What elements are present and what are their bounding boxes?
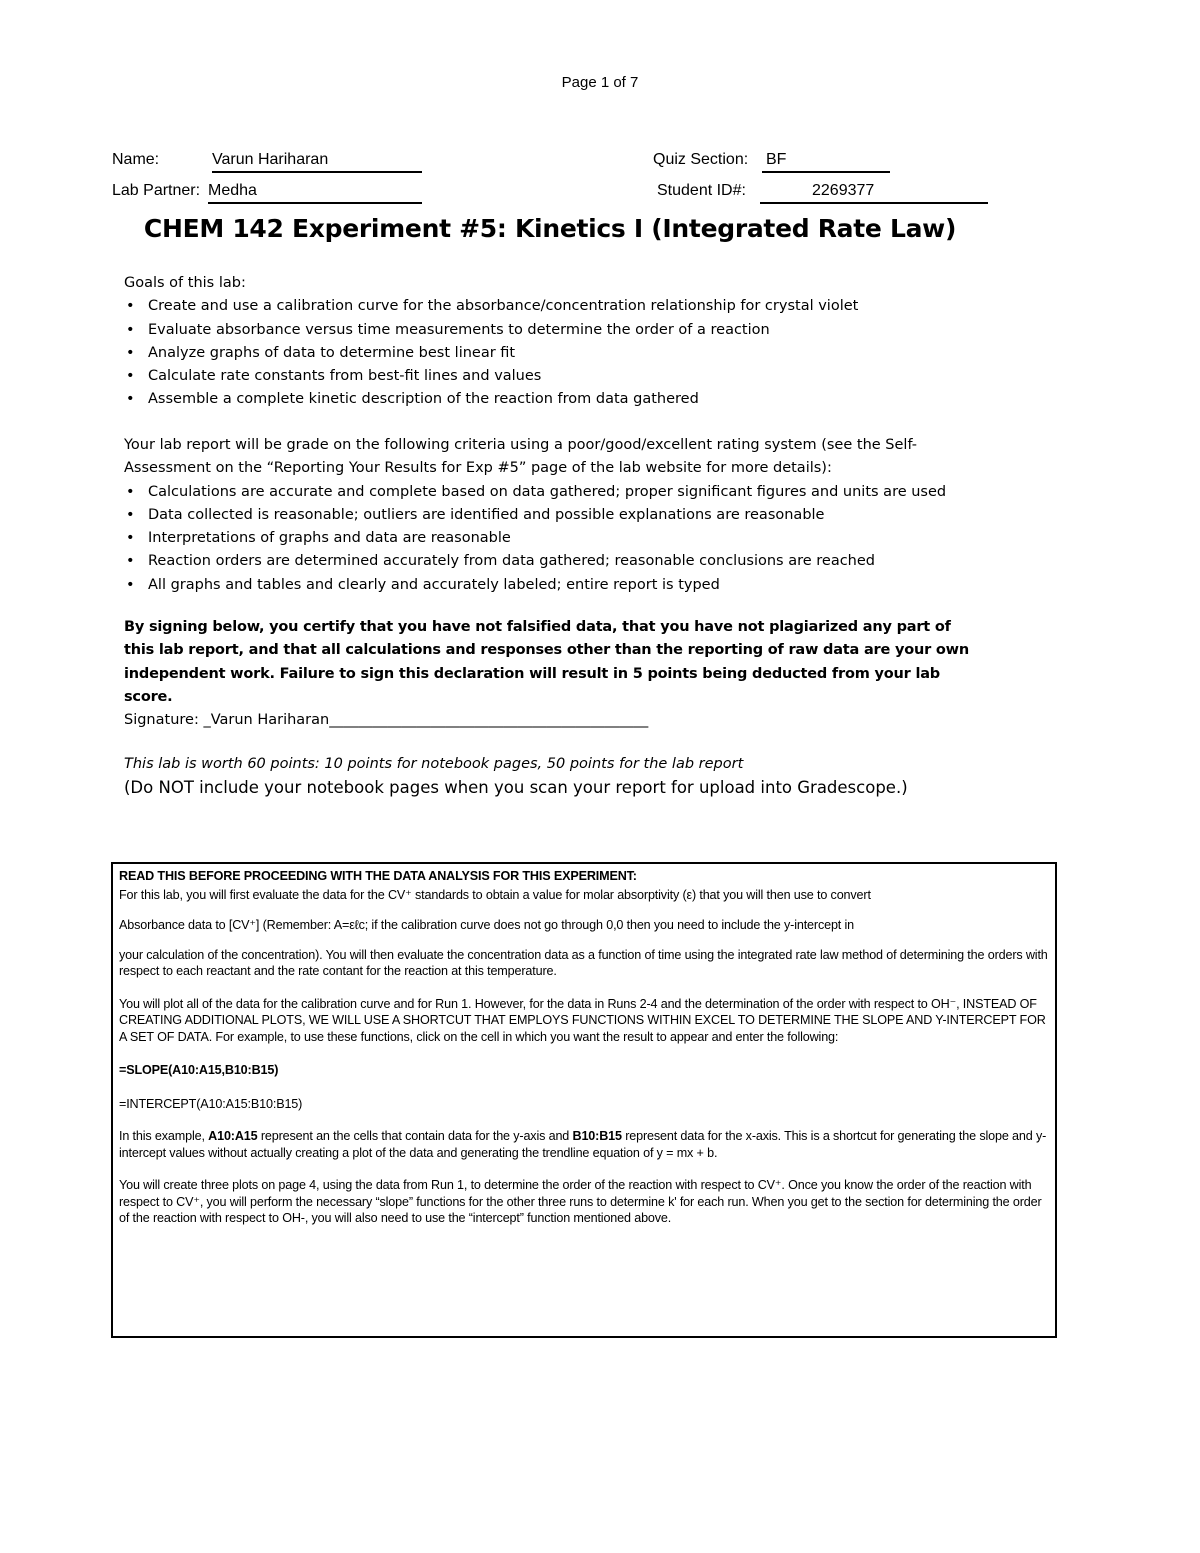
criteria-list (124, 481, 994, 597)
document-title: CHEM 142 Experiment #5: Kinetics I (Integrated Rate Law) (143, 214, 957, 243)
goals-list (124, 295, 1004, 411)
intercept-formula: =INTERCEPT(A10:A15:B10:B15) (119, 1096, 303, 1111)
points-note: This lab is worth 60 points: 10 points for notebook pages, 50 points for the lab report (124, 756, 744, 772)
criteria-section (124, 434, 994, 597)
name-label: Name: (112, 151, 160, 168)
name-field[interactable] (212, 151, 422, 173)
instructions-line-3: your calculation of the concentration). You will then evaluate the concentration data as a function of time using the integrated rate law method of determining the orders with respect to each reactant and the rate contant for the reaction at this temperature. (119, 947, 1048, 978)
certification-statement: By signing below, you certify that you have not falsified data, that you have not plagiarized any part of this lab report, and that all calculations and responses other than the reporting of raw data are your own independent work. Failure to sign this declaration will result in 5 points being deducted from your lab score. (124, 619, 970, 705)
notebook-note: (Do NOT include your notebook pages when you scan your report for upload into Gradescope.) (124, 778, 908, 797)
goals-heading: Goals of this lab: (124, 275, 246, 291)
y-range-ref: A10:A15 (208, 1129, 258, 1143)
list-item: • Data collected is reasonable; outliers are identified and possible explanations are reasonable (124, 504, 994, 527)
quiz-section-value: BF (766, 151, 787, 168)
list-item: • Analyze graphs of data to determine best linear fit (124, 342, 1004, 365)
paragraph-3-text-a: In this example, (119, 1129, 209, 1143)
lab-partner-value: Medha (208, 182, 257, 199)
instructions-paragraph-4: You will create three plots on page 4, using the data from Run 1, to determine the order of the reaction with respect to CV⁺. Once you know the order of the reaction with respect to CV⁺, you will perform the necessary “slope” functions for the other three runs to determine k' for each run. When you get to the section for determining the order of the reaction with respect to OH-, you will also need to use the “intercept” function mentioned above. (119, 1178, 1042, 1225)
lab-partner-label: Lab Partner: (112, 182, 201, 199)
instructions-line-2: Absorbance data to [CV⁺] (Remember: A=εℓc; if the calibration curve does not go through 0,0 then you need to include the y-intercept in (119, 918, 855, 932)
paragraph-3-text-c: represent data for the x-axis. This is a shortcut for generating the slope and y-intercept values without actually creating a plot of the data and generating the trendline equation of y = mx + b. (119, 1129, 1047, 1160)
list-item: • Create and use a calibration curve for the absorbance/concentration relationship for crystal violet (124, 295, 1004, 318)
x-range-ref: B10:B15 (572, 1129, 622, 1143)
slope-formula: =SLOPE(A10:A15,B10:B15) (119, 1063, 279, 1077)
page-number: Page 1 of 7 (561, 74, 639, 91)
list-item: • Interpretations of graphs and data are reasonable (124, 527, 994, 550)
list-item: • Calculations are accurate and complete based on data gathered; proper significant figures and units are used (124, 481, 994, 504)
quiz-section-field[interactable] (762, 151, 890, 173)
student-id-value: 2269377 (812, 182, 875, 199)
list-item: • Evaluate absorbance versus time measurements to determine the order of a reaction (124, 319, 1004, 342)
lab-partner-field[interactable] (208, 182, 422, 204)
instructions-paragraph-2: You will plot all of the data for the calibration curve and for Run 1. However, for the data in Runs 2-4 and the determination of the order with respect to OH⁻, INSTEAD OF CREATING ADDITIONAL PLOTS, WE WILL USE A SHORTCUT THAT EMPLOYS FUNCTIONS WITHIN EXCEL TO DETERMINE THE SLOPE AND Y-INTERCEPT FOR A SET OF DATA. For example, to use these functions, click on the cell in which you want the result to appear and enter the following: (119, 996, 1046, 1044)
instructions-paragraph-3 (119, 1128, 1051, 1161)
name-value: Varun Hariharan (212, 151, 329, 168)
instructions-heading: READ THIS BEFORE PROCEEDING WITH THE DATA ANALYSIS FOR THIS EXPERIMENT: (119, 869, 637, 883)
list-item: • Calculate rate constants from best-fit lines and values (124, 365, 1004, 388)
list-item: • All graphs and tables and clearly and accurately labeled; entire report is typed (124, 574, 994, 597)
list-item: • Assemble a complete kinetic description of the reaction from data gathered (124, 388, 1004, 411)
criteria-intro: Your lab report will be grade on the following criteria using a poor/good/excellent rating system (see the Self-Assessment on the “Reporting Your Results for Exp #5” page of the lab website for more details): (124, 437, 917, 477)
instructions-box (111, 862, 1057, 1338)
signature-underline: ____________________________________________ (329, 712, 649, 728)
signature-value: Varun Hariharan (210, 712, 330, 728)
student-id-label: Student ID#: (657, 182, 746, 199)
signature-label: Signature: _ (124, 712, 211, 728)
quiz-section-label: Quiz Section: (653, 151, 749, 168)
goals-section (124, 272, 1004, 412)
signature-line[interactable] (124, 709, 1004, 732)
student-id-field[interactable] (760, 182, 988, 204)
list-item: • Reaction orders are determined accurately from data gathered; reasonable conclusions are reached (124, 550, 994, 573)
paragraph-3-text-b: represent an the cells that contain data for the y-axis and (257, 1129, 573, 1143)
instructions-line-1: For this lab, you will first evaluate the data for the CV⁺ standards to obtain a value for molar absorptivity (ε) that you will then use to convert (119, 887, 871, 902)
